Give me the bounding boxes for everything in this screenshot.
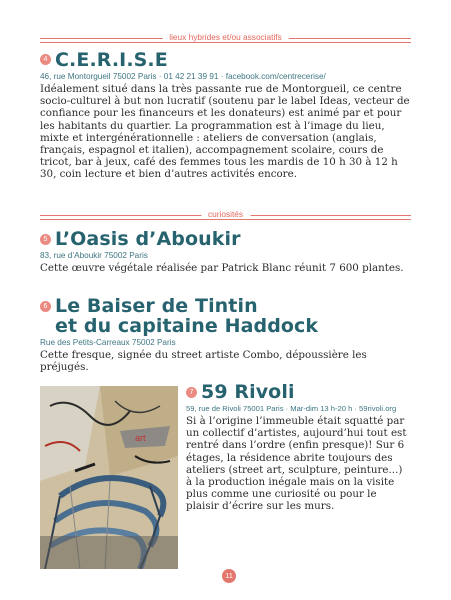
- photo-59-rivoli-staircase: [40, 386, 178, 569]
- entry-description: Cette œuvre végétale réalisée par Patrick Blanc réunit 7 600 plantes.: [40, 262, 404, 274]
- entry-meta: 46, rue Montorgueil 75002 Paris · 01 42 21 39 91 · facebook.com/centrecerise/: [40, 72, 326, 81]
- entry-meta: Rue des Petits-Carreaux 75002 Paris: [40, 338, 176, 347]
- page-number: 11: [222, 569, 236, 583]
- entry-number-badge: 7: [186, 387, 197, 398]
- section-label: curiosités: [201, 209, 250, 219]
- entry-59-rivoli: [186, 382, 418, 513]
- entry-title-line: Le Baiser de Tintin: [55, 295, 258, 317]
- entry-title: C.E.R.I.S.E: [55, 49, 168, 71]
- entry-meta: 83, rue d’Aboukir 75002 Paris: [40, 251, 148, 260]
- entry-oasis-aboukir: [40, 229, 412, 274]
- section-header-hybrid: [40, 33, 411, 47]
- entry-number-badge: 6: [40, 301, 51, 312]
- entry-number-badge: 4: [40, 54, 51, 65]
- entry-title: 59 Rivoli: [201, 381, 295, 403]
- header-rule: [40, 219, 411, 220]
- header-rule: [40, 42, 411, 43]
- section-label: lieux hybrides et/ou associatifs: [162, 32, 289, 42]
- entry-title: L’Oasis d’Aboukir: [55, 228, 241, 250]
- entry-number-badge: 5: [40, 234, 51, 245]
- entry-description: Si à l’origine l’immeuble était squatté par un collectif d’artistes, aujourd’hui tout est rentré dans l’ordre (enfin presque)! Sur 6 étages, la résidence abrite toujours des ateliers (street art, sculpture, peinture...) à la production inégale mais on la visite plus comme une curiosité ou pour le plaisir d’écrire sur les murs.: [186, 415, 407, 513]
- entry-description: Idéalement situé dans la très passante rue de Montorgueil, ce centre socio-culturel à but non lucratif (soutenu par le label Ideas, vecteur de confiance pour les financeurs et les donateurs) est animé par et pour les habitants du quartier. La programmation est à l’image du lieu, mixte et intergénérationnelle : ateliers de conversation (anglais, français, espagnol et italien), accompagnement scolaire, cours de tricot, bar à jeux, café des femmes tous les mardis de 10 h 30 à 12 h 30, coin lecture et bien d’autres activités encore.: [40, 83, 410, 181]
- staircase-illustration: [40, 386, 178, 569]
- entry-cerise: [40, 50, 412, 181]
- entry-description: Cette fresque, signée du street artiste Combo, dépoussière les préjugés.: [40, 349, 367, 374]
- entry-meta: 59, rue de Rivoli 75001 Paris · Mar-dim 13 h-20 h · 59rivoli.org: [186, 404, 397, 413]
- svg-text:art: art: [135, 433, 146, 443]
- entry-baiser-tintin: [40, 296, 412, 373]
- section-header-curiosites: [40, 210, 411, 224]
- entry-title-line: et du capitaine Haddock: [55, 315, 319, 337]
